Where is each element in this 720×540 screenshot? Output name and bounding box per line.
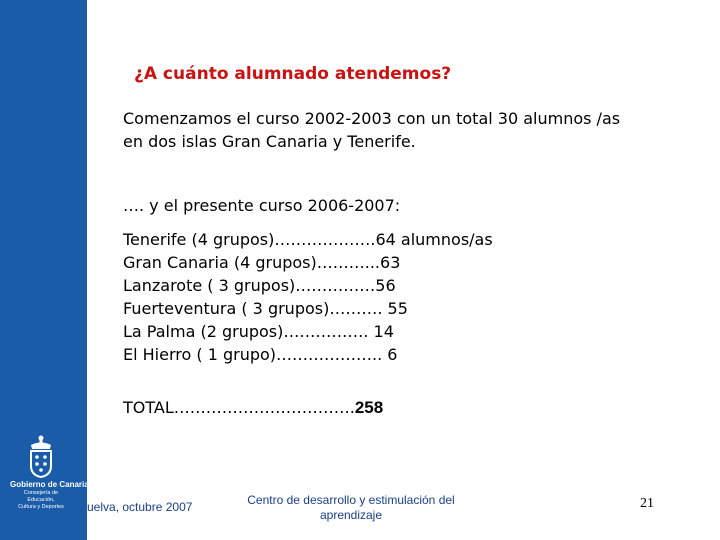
lead-text: …. y el presente curso 2006-2007:: [123, 196, 401, 215]
total-label: TOTAL…………………………….: [123, 398, 355, 417]
list-item-tenerife: Tenerife (4 grupos)……………….64 alumnos/as: [123, 230, 493, 249]
coat-of-arms-icon: [26, 434, 56, 478]
footer-place-date: uelva, octubre 2007: [87, 500, 193, 514]
list-item-el-hierro: El Hierro ( 1 grupo)……………….. 6: [123, 345, 398, 364]
total-value: 258: [354, 398, 384, 417]
intro-text: Comenzamos el curso 2002-2003 con un total 30 alumnos /as en dos islas Gran Canaria y Tenerife.: [123, 109, 621, 151]
logo-name: Gobierno de Canarias: [10, 480, 94, 489]
list-item-gran-canaria: Gran Canaria (4 grupos)………...63: [123, 253, 401, 272]
footer-center-text: Centro de desarrollo y estimulación del aprendizaje: [247, 493, 455, 522]
list-item-lanzarote: Lanzarote ( 3 grupos)……………56: [123, 276, 396, 295]
slide-title: ¿A cuánto alumnado atendemos?: [134, 64, 452, 84]
islands-list: [123, 228, 493, 366]
sidebar: [0, 0, 94, 540]
gobierno-logo: [10, 434, 94, 511]
total-line: [123, 396, 383, 419]
logo-subtitle: Consejería de Educación, Cultura y Deportes: [18, 490, 64, 510]
page-number: 21: [640, 496, 654, 511]
list-item-la-palma: La Palma (2 grupos)……………. 14: [123, 322, 394, 341]
list-item-fuerteventura: Fuerteventura ( 3 grupos)………. 55: [123, 299, 408, 318]
